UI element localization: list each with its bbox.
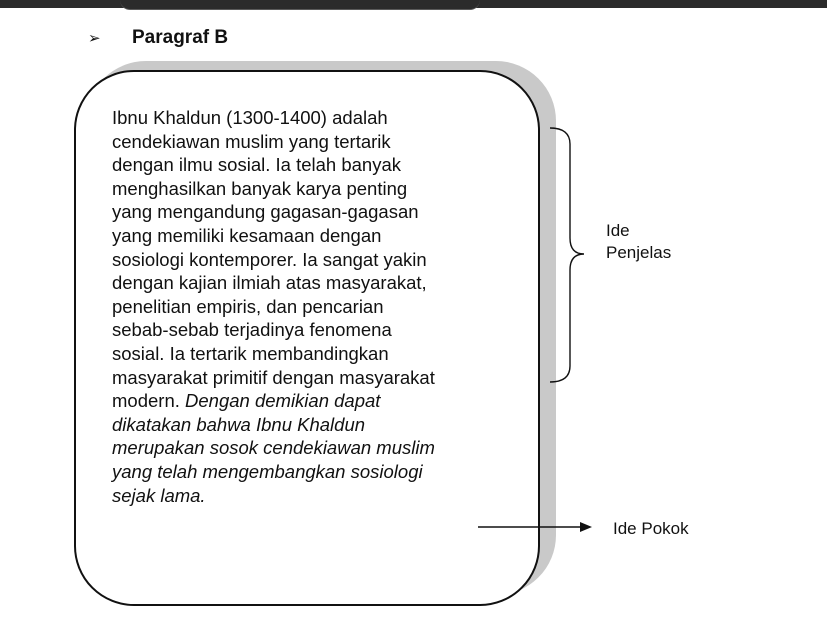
paragraph-line: sebab-sebab terjadinya fenomena [112, 319, 392, 341]
arrow-bullet-icon: ➢ [88, 30, 101, 47]
paragraph-line: masyarakat primitif dengan masyarakat [112, 366, 435, 388]
paragraph-line: menghasilkan banyak karya penting [112, 177, 408, 199]
paragraph-line-italic: sejak lama. [112, 484, 206, 506]
paragraph-line: penelitian empiris, dan pencarian [112, 295, 384, 317]
paragraph-line-italic: merupakan sosok cendekiawan muslim [112, 437, 435, 459]
text-normal: modern. [112, 390, 186, 412]
label-ide-pokok: Ide Pokok [613, 519, 689, 538]
paragraph-line: cendekiawan muslim yang tertarik [112, 130, 391, 152]
paragraph-line-italic: yang telah mengembangkan sosiologi [112, 460, 423, 482]
paragraph-line: sosiologi kontemporer. Ia sangat yakin [112, 248, 427, 270]
paragraph-line: dengan kajian ilmiah atas masyarakat, [112, 272, 427, 294]
paragraph-line: sosial. Ia tertarik membandingkan [112, 342, 389, 364]
heading-title: Paragraf B [132, 27, 229, 48]
label-penjelas-line: Ide [606, 221, 630, 240]
text-italic: Dengan demikian dapat [185, 390, 381, 412]
paragraph-line-mixed [112, 389, 532, 413]
arrow-right-icon [478, 520, 594, 534]
paragraph-line: yang mengandung gagasan-gagasan [112, 201, 419, 223]
paragraph-line-italic: dikatakan bahwa Ibnu Khaldun [112, 413, 366, 435]
paragraph-text [112, 106, 532, 507]
paragraph-line: dengan ilmu sosial. Ia telah banyak [112, 154, 401, 176]
top-bar-tab [120, 0, 480, 10]
paragraph-line: yang memiliki kesamaan dengan [112, 224, 382, 246]
curly-brace-icon [548, 126, 588, 386]
section-heading [88, 26, 228, 50]
label-ide-penjelas [606, 220, 671, 264]
label-penjelas-line: Penjelas [606, 243, 672, 262]
paragraph-line: Ibnu Khaldun (1300-1400) adalah [112, 107, 388, 128]
